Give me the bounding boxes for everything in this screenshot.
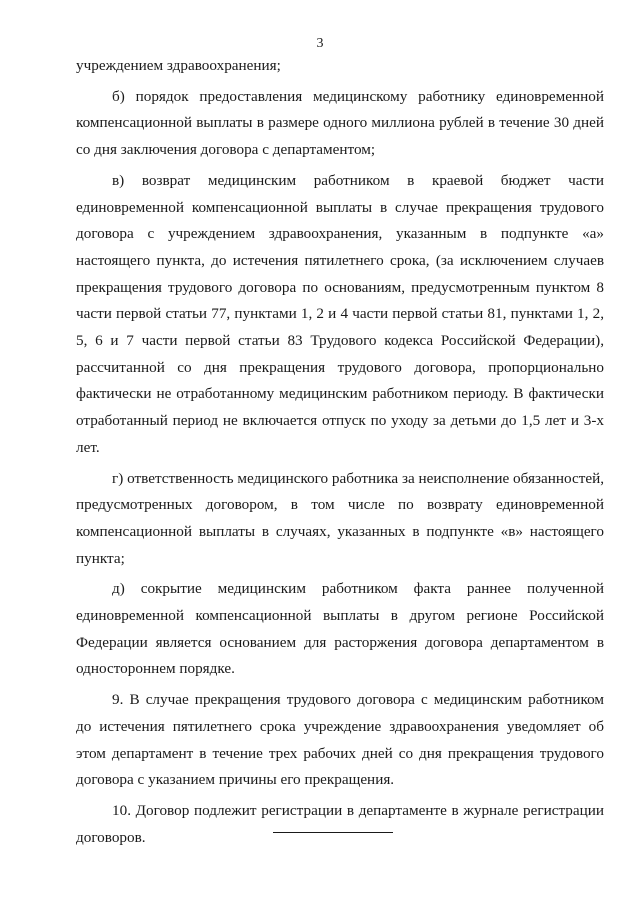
document-body: [76, 53, 604, 855]
paragraph-item-v: в) возврат медицинским работником в краевой бюджет части единовременной компенсационной выплаты в случае прекращения трудового договора с учреждением здравоохранения, указанным в подпункте «а» настоящего пункта, до истечения пятилетнего срока, (за исключением случаев прекращения трудового договора по основаниям, предусмотренным пунктом 8 части первой статьи 77, пунктами 1, 2 и 4 части первой статьи 81, пунктами 1, 2, 5, 6 и 7 части первой статьи 83 Трудового кодекса Российской Федерации), рассчитанной со дня прекращения трудового договора, пропорционально фактически не отработанному медицинским работником периоду. В фактически отработанный период не включается отпуск по уходу за детьми до 1,5 лет и 3-х лет.: [76, 171, 604, 456]
page-number: 3: [316, 36, 324, 51]
paragraph-item-b: б) порядок предоставления медицинскому работнику единовременной компенсационной выплаты в размере одного миллиона рублей в течение 30 дней со дня заключения договора с департаментом;: [76, 87, 604, 159]
paragraph-clause-9: 9. В случае прекращения трудового договора с медицинским работником до истечения пятилетнего срока учреждение здравоохранения уведомляет об этом департамент в течение трех рабочих дней со дня прекращения трудового договора с указанием причины его прекращения.: [76, 691, 604, 789]
paragraph-item-g: г) ответственность медицинского работника за неисполнение обязанностей, предусмотренных договором, в том числе по возврату единовременной компенсационной выплаты в случаях, указанных в подпункте «в» настоящего пункта;: [76, 469, 604, 567]
paragraph-item-d: д) сокрытие медицинским работником факта раннее полученной единовременной компенсационной выплаты в другом регионе Российской Федерации является основанием для расторжения договора департаментом в одностороннем порядке.: [76, 580, 604, 678]
paragraph-clause-10: 10. Договор подлежит регистрации в департаменте в журнале регистрации договоров.: [76, 801, 604, 846]
end-of-document-rule: [273, 832, 393, 833]
paragraph-continuation: учреждением здравоохранения;: [76, 57, 281, 74]
